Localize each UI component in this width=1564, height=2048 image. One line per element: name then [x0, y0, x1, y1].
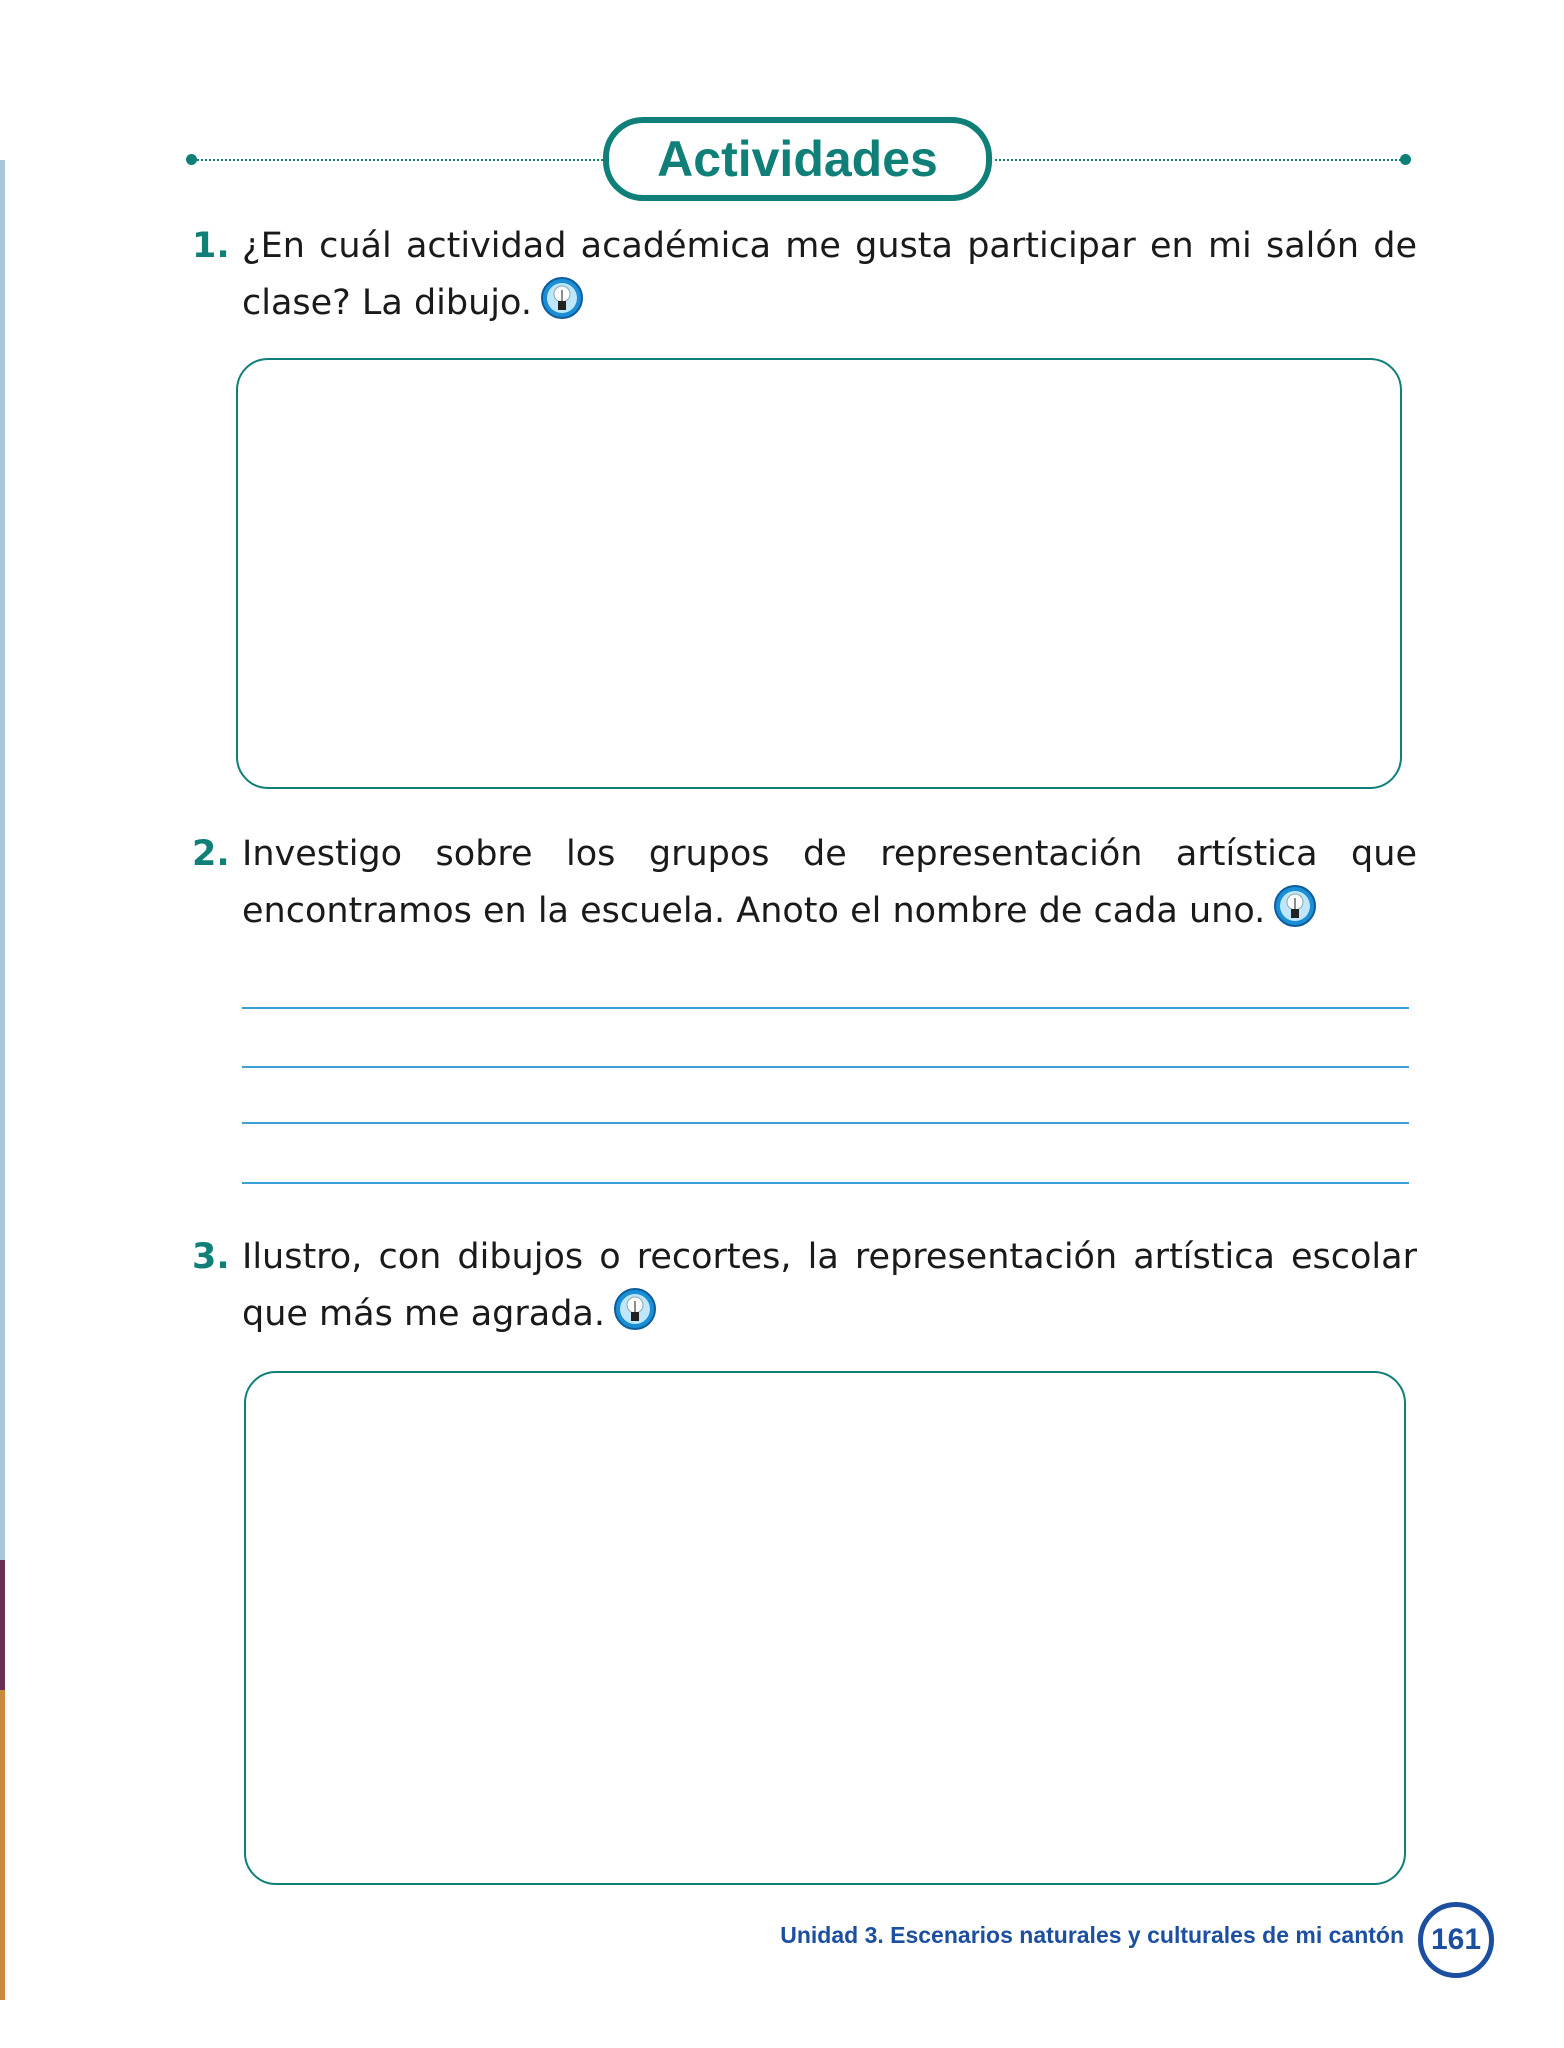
question-number: 2. — [192, 834, 230, 874]
answer-line-4[interactable] — [242, 1182, 1409, 1184]
page-number: 161 — [1418, 1902, 1494, 1978]
question-number: 1. — [192, 226, 230, 266]
lightbulb-icon — [1273, 884, 1317, 928]
lightbulb-icon — [613, 1287, 657, 1331]
footer-unit-title: Unidad 3. Escenarios naturales y culturales de mi cantón — [780, 1922, 1404, 1948]
question-number: 3. — [192, 1237, 230, 1277]
section-title: Actividades — [657, 131, 938, 187]
lightbulb-icon — [540, 276, 584, 320]
page-edge-strip — [0, 1560, 5, 1690]
dotted-rule-right — [990, 159, 1405, 161]
question-3 — [192, 1229, 1417, 1343]
question-text: ¿En cuál actividad académica me gusta participar en mi salón de clase? La dibujo. — [242, 226, 1417, 323]
question-text: Investigo sobre los grupos de representación artística que encontramos en la escuela. Anoto el nombre de cada uno. — [242, 834, 1417, 931]
question-text: Ilustro, con dibujos o recortes, la representación artística escolar que más me agrada. — [242, 1237, 1417, 1334]
dotted-rule-left — [192, 159, 607, 161]
page-edge-strip — [0, 1690, 5, 2000]
drawing-area-3[interactable] — [244, 1371, 1406, 1885]
answer-line-2[interactable] — [242, 1066, 1409, 1068]
page-edge-strip — [0, 160, 5, 1560]
rule-dot-right — [1400, 154, 1411, 165]
answer-line-1[interactable] — [242, 1007, 1409, 1009]
question-1 — [192, 218, 1417, 332]
question-2 — [192, 826, 1417, 940]
section-title-badge — [603, 117, 992, 201]
answer-line-3[interactable] — [242, 1122, 1409, 1124]
drawing-area-1[interactable] — [236, 358, 1402, 789]
